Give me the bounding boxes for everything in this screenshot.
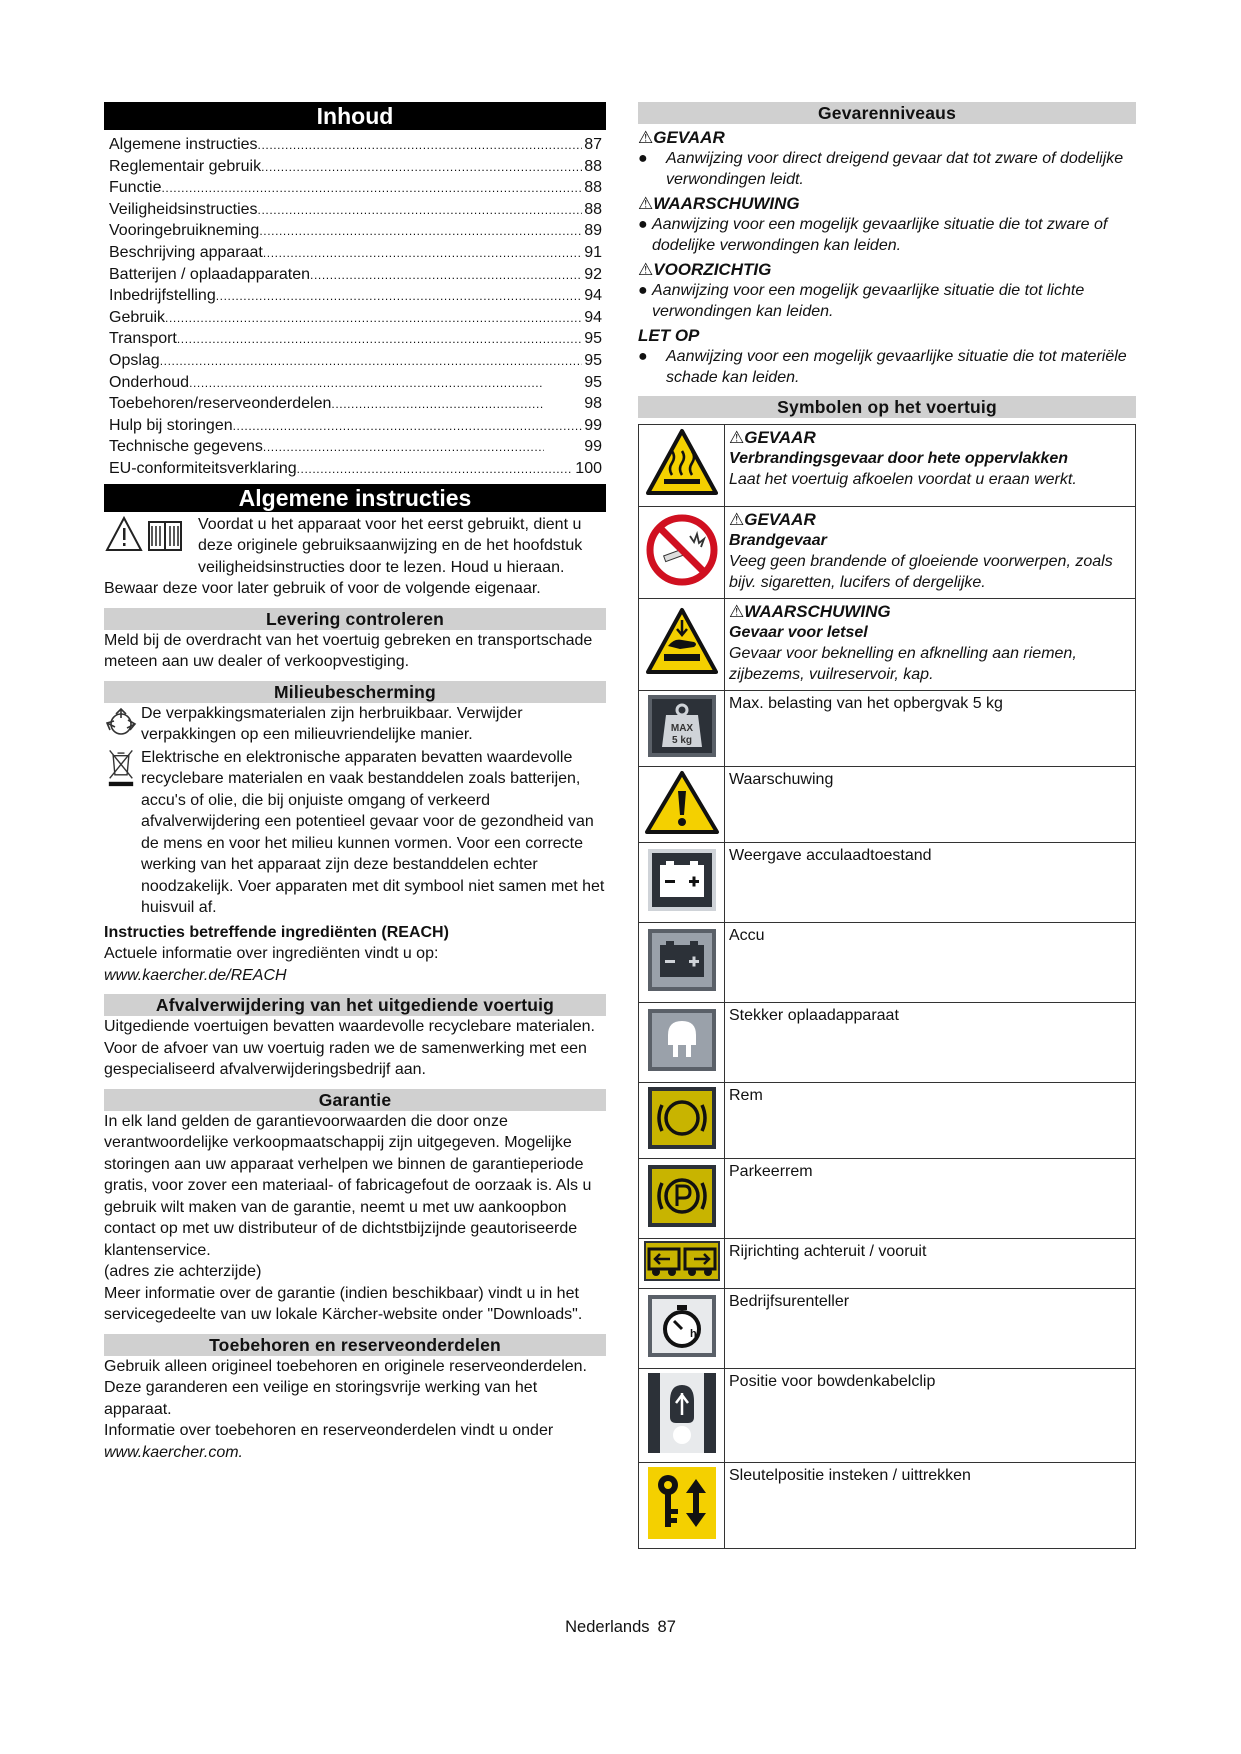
symbol-description: Bedrijfsurenteller [725, 1289, 1136, 1369]
plug-icon [646, 1007, 718, 1073]
environment-heading: Milieubescherming [104, 681, 606, 703]
warranty-text: In elk land gelden de garantievoorwaarden die door onze verantwoordelijke verkoopmaatschappij zijn uitgegeven. Mogelijke storingen aan uw apparaat verhelpen we binnen de garantieperiode gratis, voor zover een materiaal- of fabricagefout de oorzaak is. Als u gebruik wilt maken van de garantie, neemt u met uw aankoopbon contact op met uw distributeur of de dichtstbijzijnde geautoriseerde klantenservice. [104, 1112, 592, 1259]
svg-text:5 kg: 5 kg [671, 735, 692, 746]
warning-icon: ⚠ [638, 128, 654, 147]
warning-icon: ⚠ [638, 260, 654, 279]
right-column [638, 102, 1136, 1549]
table-row [639, 1083, 1136, 1159]
symbol-description: Rem [725, 1083, 1136, 1159]
svg-text:h: h [689, 1328, 697, 1340]
toc-row[interactable]: Functie ..... 88 [109, 177, 602, 199]
hour-meter-icon [646, 1293, 718, 1359]
symbol-description: Weergave acculaadtoestand [725, 843, 1136, 923]
toc-row[interactable]: Veiligheidsinstructies ..... 88 [109, 199, 602, 221]
toc-row[interactable]: Inbedrijfstelling ..... 94 [109, 285, 602, 307]
hazard-text-warning: ● Aanwijzing voor een mogelijk gevaarlijke situatie die tot zware of dodelijke verwondingen kan leiden. [638, 216, 1108, 254]
table-row [639, 1003, 1136, 1083]
toc-row[interactable]: Hulp bij storingen ..... 99 [109, 415, 602, 437]
toc-row[interactable]: Technische gegevens ..... 99 [109, 436, 602, 458]
table-row [639, 1159, 1136, 1239]
hot-surface-icon [646, 427, 718, 499]
disposal-text: Uitgediende voertuigen bevatten waardevolle recyclebare materialen. Voor de afvoer van uw voertuig raden we de samenwerking met een gespecialiseerd afvalverwijderingsbedrijf aan. [104, 1018, 595, 1078]
toc-row[interactable]: Transport ..... 95 [109, 328, 602, 350]
toc-row[interactable]: EU-conformiteitsverklaring ..... 100 [109, 458, 602, 480]
page-number: 87 [657, 1618, 676, 1636]
toc-row[interactable]: Reglementair gebruik ..... 88 [109, 156, 602, 178]
page-footer [0, 1618, 1241, 1637]
hazard-level-danger: ⚠GEVAAR [638, 128, 725, 147]
reach-link[interactable]: www.kaercher.de/REACH [104, 966, 287, 984]
symbol-description: Parkeerrem [725, 1159, 1136, 1239]
reach-title: Instructies betreffende ingrediënten (REACH) [104, 923, 449, 941]
hazard-level-notice: LET OP [638, 326, 700, 345]
table-row [639, 1239, 1136, 1289]
symbol-description: Waarschuwing [725, 767, 1136, 843]
battery-charge-icon [646, 847, 718, 913]
warranty-heading: Garantie [104, 1089, 606, 1111]
key-icon [646, 1465, 718, 1541]
table-row [639, 1463, 1136, 1549]
table-row [639, 923, 1136, 1003]
toc-row[interactable]: Beschrijving apparaat ..... 91 [109, 242, 602, 264]
table-row [639, 691, 1136, 767]
toc-row[interactable]: Opslag ..... 95 [109, 350, 602, 372]
toc-row[interactable]: Vooringebruikneming ..... 89 [109, 220, 602, 242]
general-keep-text: Bewaar deze voor later gebruik of voor de volgende eigenaar. [104, 580, 541, 597]
kaercher-link[interactable]: www.kaercher.com. [104, 1443, 243, 1461]
svg-text:MAX: MAX [670, 723, 693, 734]
disposal-heading: Afvalverwijdering van het uitgediende voertuig [104, 994, 606, 1016]
symbols-heading: Symbolen op het voertuig [638, 396, 1136, 418]
table-row: ⚠GEVAAR Brandgevaar Veeg geen brandende of gloeiende voorwerpen, zoals bijv. sigaretten, lucifers of dergelijke. [639, 507, 1136, 599]
warning-icon: ⚠ [729, 602, 745, 621]
warranty-more: Meer informatie over de garantie (indien beschikbaar) vindt u in het servicegedeelte van uw lokale Kärcher-website onder "Downloads". [104, 1284, 583, 1323]
accessories-info: Informatie over toebehoren en reserveonderdelen vindt u onder www.kaercher.com. [104, 1422, 554, 1461]
symbols-table [638, 424, 1136, 1549]
hand-crush-icon [646, 606, 718, 678]
table-row: ⚠GEVAAR Verbrandingsgevaar door hete oppervlakken Laat het voertuig afkoelen voordat u eraan werkt. [639, 425, 1136, 507]
table-row [639, 1369, 1136, 1463]
toc-heading: Inhoud [104, 102, 606, 130]
symbol-description: Accu [725, 923, 1136, 1003]
toc-row[interactable]: Gebruik ..... 94 [109, 307, 602, 329]
direction-icon [644, 1241, 720, 1281]
parking-brake-icon [646, 1163, 718, 1229]
warranty-address: (adres zie achterzijde) [104, 1263, 262, 1280]
footer-language: Nederlands [565, 1618, 650, 1636]
hazard-heading: Gevarenniveaus [638, 102, 1136, 124]
warning-read-manual-icon [104, 514, 196, 554]
left-column [104, 102, 606, 1463]
table-row [639, 1289, 1136, 1369]
warning-icon: ⚠ [729, 510, 745, 529]
weight-icon [646, 693, 718, 759]
symbol-description: Positie voor bowdenkabelclip [725, 1369, 1136, 1463]
hazard-text-notice: ● Aanwijzing voor een mogelijk gevaarlijke situatie die tot materiële schade kan leiden. [638, 348, 1127, 386]
delivery-heading: Levering controleren [104, 608, 606, 630]
toc-row[interactable]: Toebehoren/reserveonderdelen ..... 98 [109, 393, 602, 415]
warning-triangle-icon [644, 769, 720, 835]
warning-icon: ⚠ [638, 194, 654, 213]
symbol-description: Stekker oplaadapparaat [725, 1003, 1136, 1083]
table-of-contents [104, 130, 606, 480]
delivery-text: Meld bij de overdracht van het voertuig gebreken en transportschade meteen aan uw dealer of verkoopvestiging. [104, 631, 593, 670]
bowden-clip-icon [646, 1371, 718, 1455]
general-heading: Algemene instructies [104, 484, 606, 512]
toc-row[interactable]: Onderhoud ..... 95 [109, 372, 602, 394]
symbol-description: Sleutelpositie insteken / uittrekken [725, 1463, 1136, 1549]
hazard-text-danger: ● Aanwijzing voor direct dreigend gevaar dat tot zware of dodelijke verwondingen leidt. [638, 150, 1124, 188]
hazard-level-warning: ⚠WAARSCHUWING [638, 194, 800, 213]
table-row [639, 843, 1136, 923]
warning-icon: ⚠ [729, 428, 745, 447]
reach-text: Actuele informatie over ingrediënten vindt u op: www.kaercher.de/REACH [104, 945, 439, 984]
fire-prohibited-icon [646, 514, 718, 586]
hazard-text-caution: ● Aanwijzing voor een mogelijk gevaarlijke situatie die tot lichte verwondingen kan leiden. [638, 282, 1085, 320]
table-row [639, 767, 1136, 843]
recycle-icon [104, 703, 138, 743]
brake-icon [646, 1085, 718, 1151]
table-row: ⚠WAARSCHUWING Gevaar voor letsel Gevaar voor beknelling en afknelling aan riemen, zijbezems, vuilreservoir, kap. [639, 599, 1136, 691]
battery-icon [646, 927, 718, 993]
toc-row[interactable]: Batterijen / oplaadapparaten ..... 92 [109, 264, 602, 286]
electronics-note: Elektrische en elektronische apparaten bevatten waardevolle recyclebare materialen en vaak bestanddelen zoals batterijen, accu's of olie, die bij onjuiste omgang of verkeerd afvalverwijdering een potentieel gevaar voor de gezondheid van de mens en voor het milieu kunnen vormen. Voor een correcte werking van het apparaat zijn deze bestanddelen echter noodzakelijk. Voer apparaten met dit symbool niet samen met het huisvuil af. [104, 747, 606, 919]
symbol-description: Rijrichting achteruit / vooruit [725, 1239, 1136, 1289]
accessories-text: Gebruik alleen origineel toebehoren en originele reserveonderdelen. Deze garanderen een veilige en storingsvrije werking van het apparaat. [104, 1357, 587, 1418]
accessories-heading: Toebehoren en reserveonderdelen [104, 1334, 606, 1356]
general-intro: Voordat u het apparaat voor het eerst gebruikt, dient u deze originele gebruiksaanwijzing en de het hoofdstuk veiligheidsinstructies door te lezen. Houd u hieraan. [104, 514, 606, 579]
hazard-level-caution: ⚠VOORZICHTIG [638, 260, 772, 279]
toc-row[interactable]: Algemene instructies ..... 87 [109, 134, 602, 156]
packaging-note: De verpakkingsmaterialen zijn herbruikbaar. Verwijder verpakkingen op een milieuvriendelijke manier. [104, 703, 606, 746]
symbol-description: Max. belasting van het opbergvak 5 kg [725, 691, 1136, 767]
crossed-bin-icon [104, 747, 138, 787]
